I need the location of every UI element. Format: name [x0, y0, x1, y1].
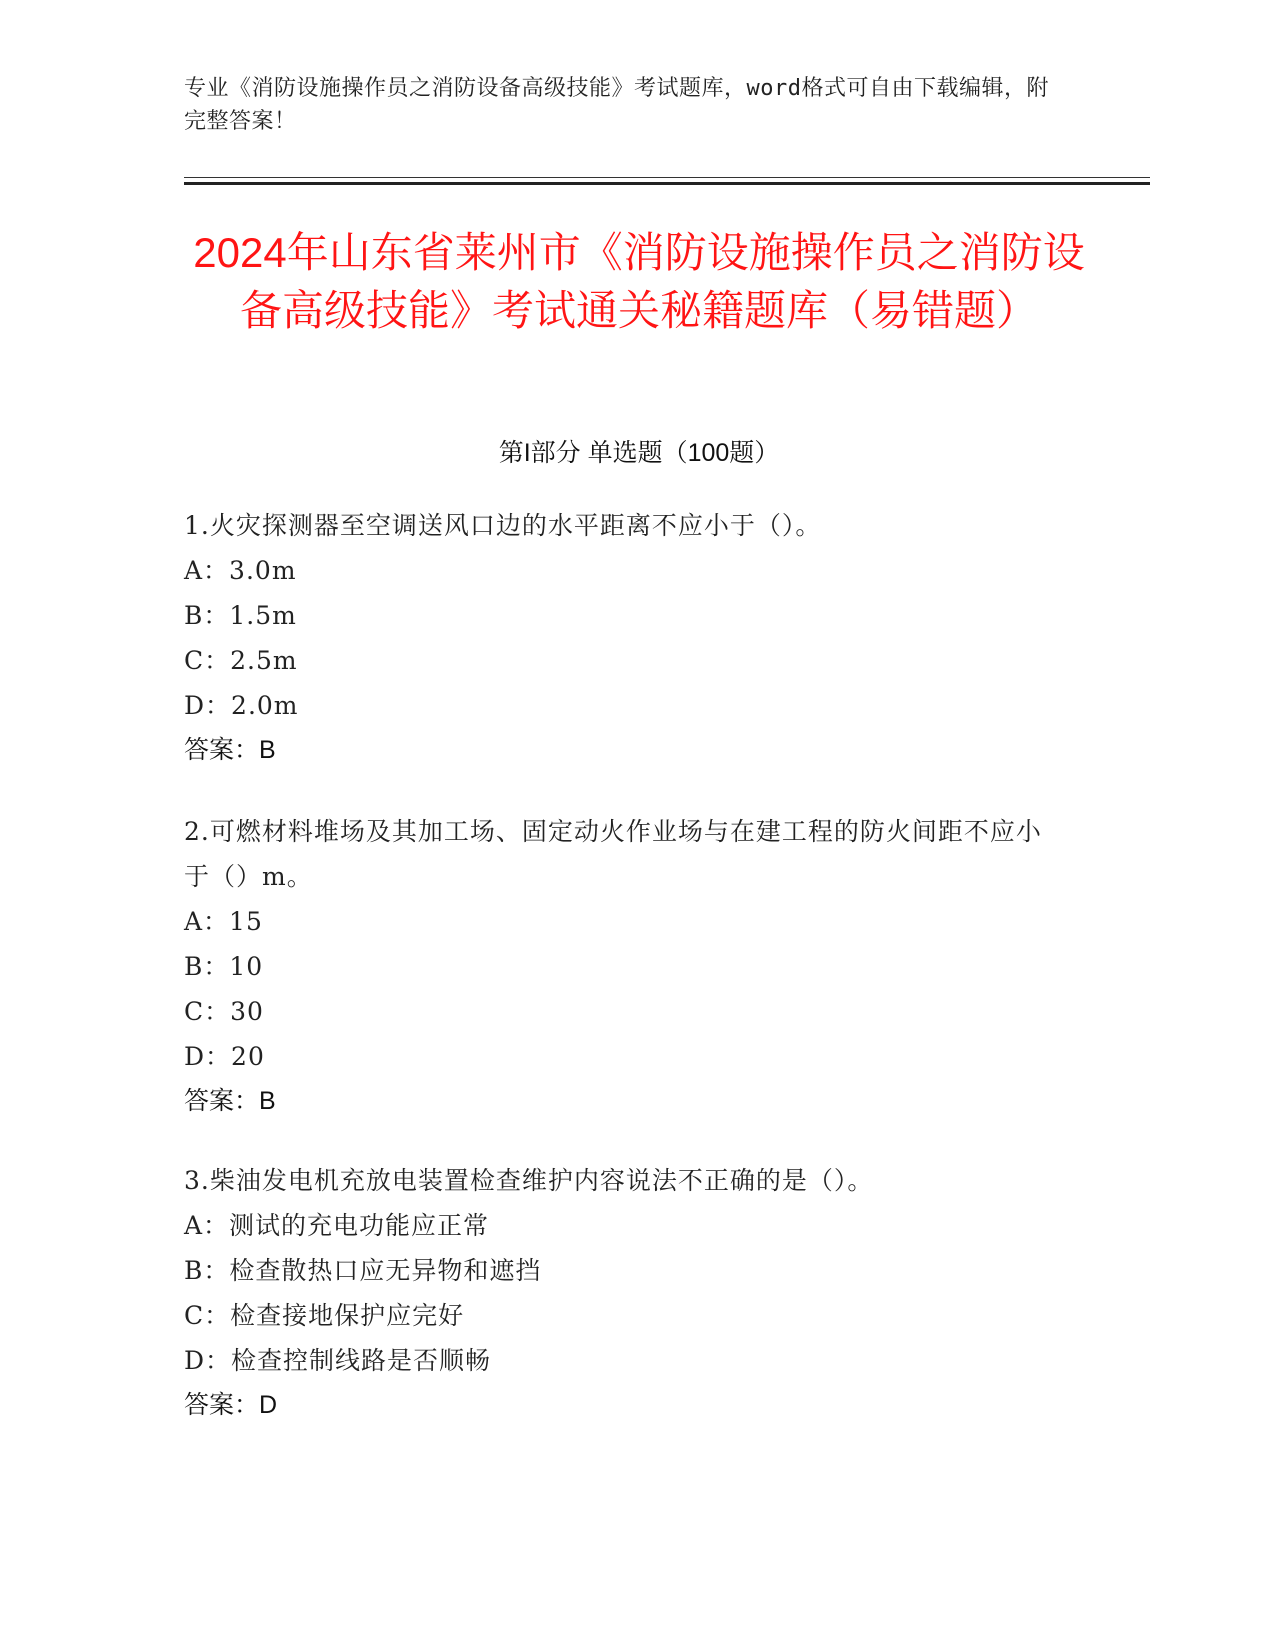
option-b: B：1.5m — [184, 601, 297, 630]
question-block-3 — [184, 1158, 1064, 1428]
option-d: D：2.0m — [184, 691, 299, 720]
option-a: A：15 — [184, 907, 263, 936]
answer: 答案：B — [184, 736, 276, 764]
option-d: D：检查控制线路是否顺畅 — [184, 1346, 492, 1375]
question-text: 3.柴油发电机充放电装置检查维护内容说法不正确的是（）。 — [184, 1166, 874, 1195]
header-note: 专业《消防设施操作员之消防设备高级技能》考试题库，word格式可自由下载编辑，附完整答案！ — [184, 76, 1049, 134]
question-text: 1.火灾探测器至空调送风口边的水平距离不应小于（）。 — [184, 511, 822, 540]
section-title: 第I部分 单选题（100题） — [498, 439, 780, 467]
option-a: A：测试的充电功能应正常 — [184, 1211, 490, 1240]
document-title: 2024年山东省莱州市《消防设施操作员之消防设备高级技能》考试通关秘籍题库（易错题） — [193, 229, 1085, 334]
option-a: A：3.0m — [184, 556, 297, 585]
question-block-1 — [184, 503, 1064, 773]
option-b: B：检查散热口应无异物和遮挡 — [184, 1256, 542, 1285]
answer: 答案：D — [184, 1391, 278, 1419]
option-b: B：10 — [184, 952, 264, 981]
header-divider-thick — [184, 182, 1150, 185]
option-c: C：2.5m — [184, 646, 298, 675]
option-c: C：检查接地保护应完好 — [184, 1301, 465, 1330]
header-divider-thin — [184, 177, 1150, 178]
question-block-2 — [184, 809, 1064, 1124]
option-d: D：20 — [184, 1042, 265, 1071]
answer: 答案：B — [184, 1087, 276, 1115]
option-c: C：30 — [184, 997, 264, 1026]
question-text: 2.可燃材料堆场及其加工场、固定动火作业场与在建工程的防火间距不应小于（）m。 — [184, 817, 1042, 891]
